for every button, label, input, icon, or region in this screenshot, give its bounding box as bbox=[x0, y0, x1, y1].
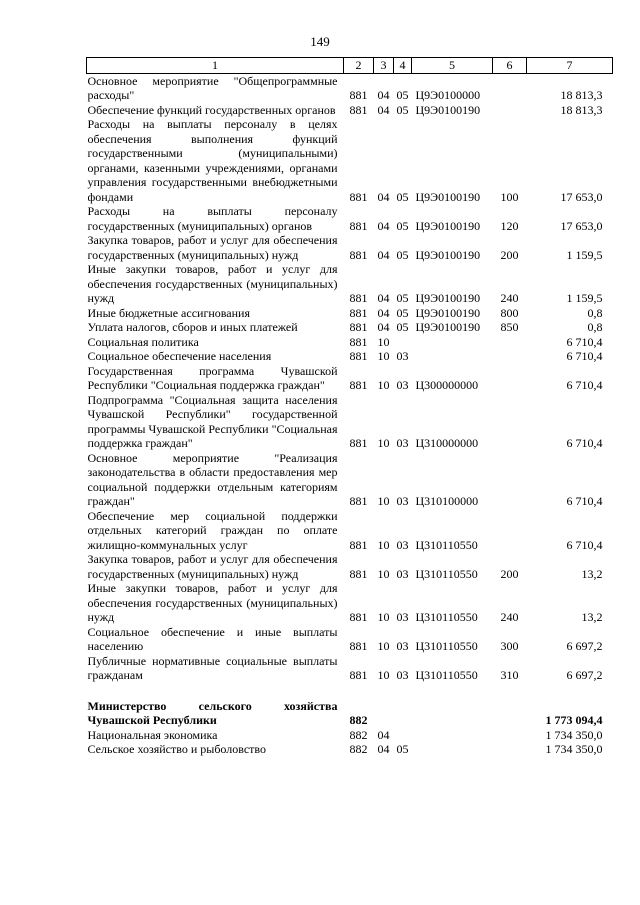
row-ministry-code: 881 bbox=[349, 436, 368, 450]
row-expense-type-code bbox=[493, 103, 527, 118]
row-name: Закупка товаров, работ и услуг для обеспечения государственных (муниципальных) нужд bbox=[87, 233, 338, 262]
row-name: Социальная политика bbox=[87, 334, 199, 349]
table-row bbox=[87, 742, 613, 757]
row-section-code: 04 bbox=[377, 102, 390, 117]
row-target-article-code bbox=[412, 335, 493, 350]
row-name: Основное мероприятие "Реализация законодательства в области предоставления мер социальной поддержки отдельным категориям граждан" bbox=[87, 450, 338, 508]
row-expense-type-code bbox=[493, 335, 527, 350]
table-row bbox=[87, 654, 613, 683]
table-header-row bbox=[87, 58, 613, 74]
row-section-code: 10 bbox=[377, 334, 390, 349]
table-row bbox=[87, 262, 613, 306]
row-expense-type-code bbox=[493, 742, 527, 757]
table-row bbox=[87, 320, 613, 335]
row-target-article-code: Ц9Э0100190 bbox=[415, 291, 481, 305]
row-target-article-code: Ц9Э0100190 bbox=[415, 102, 481, 117]
row-section-code: 04 bbox=[377, 218, 390, 233]
table-row bbox=[87, 509, 613, 553]
row-target-article-code: Ц310000000 bbox=[415, 436, 479, 450]
row-ministry-code: 882 bbox=[349, 742, 368, 756]
row-amount: 18 813,3 bbox=[560, 88, 603, 102]
row-amount: 1 773 094,4 bbox=[545, 713, 603, 727]
page-number: 149 bbox=[310, 34, 330, 49]
row-amount: 6 710,4 bbox=[566, 378, 603, 392]
row-expense-type-code bbox=[493, 364, 527, 393]
row-name: Закупка товаров, работ и услуг для обеспечения государственных (муниципальных) нужд bbox=[87, 552, 338, 581]
row-ministry-code: 881 bbox=[349, 494, 368, 508]
table-row bbox=[87, 306, 613, 321]
row-section-code: 10 bbox=[377, 378, 390, 392]
row-section-code: 04 bbox=[377, 88, 390, 102]
row-subsection-code: 05 bbox=[396, 189, 409, 204]
row-name: Иные закупки товаров, работ и услуг для обеспечения государственных (муниципальных) нужд bbox=[87, 262, 338, 305]
row-section-code: 04 bbox=[377, 305, 390, 320]
row-subsection-code: 03 bbox=[396, 566, 409, 581]
row-subsection-code: 05 bbox=[396, 291, 409, 305]
row-ministry-code: 881 bbox=[349, 610, 368, 624]
row-amount: 6 697,2 bbox=[566, 668, 603, 682]
row-section-code: 04 bbox=[377, 727, 390, 742]
row-name: Обеспечение мер социальной поддержки отдельных категорий граждан по оплате жилищно-коммунальных услуг bbox=[87, 508, 338, 552]
row-ministry-code: 881 bbox=[349, 537, 368, 552]
budget-table bbox=[86, 57, 613, 757]
row-target-article-code: Ц310110550 bbox=[415, 639, 478, 653]
row-expense-type-code: 240 bbox=[500, 610, 519, 624]
row-subsection-code bbox=[394, 335, 412, 350]
row-expense-type-code bbox=[493, 728, 527, 743]
row-section-code bbox=[374, 699, 394, 728]
table-row bbox=[87, 117, 613, 204]
row-amount: 13,2 bbox=[581, 566, 603, 581]
row-subsection-code: 05 bbox=[396, 742, 409, 756]
row-ministry-code: 881 bbox=[349, 247, 368, 262]
table-row bbox=[87, 233, 613, 262]
row-subsection-code: 03 bbox=[396, 537, 409, 552]
row-amount: 6 710,4 bbox=[566, 334, 603, 349]
table-row bbox=[87, 335, 613, 350]
table-row bbox=[87, 451, 613, 509]
row-ministry-code: 882 bbox=[349, 727, 368, 742]
row-section-code: 10 bbox=[377, 639, 390, 653]
table-row bbox=[87, 393, 613, 451]
row-target-article-code: Ц9Э0100190 bbox=[415, 218, 481, 233]
row-name: Основное мероприятие "Общепрограммные расходы" bbox=[87, 73, 338, 102]
row-amount: 18 813,3 bbox=[560, 102, 603, 117]
row-section-code: 04 bbox=[377, 189, 390, 204]
row-ministry-code: 881 bbox=[349, 102, 368, 117]
row-section-code: 10 bbox=[377, 494, 390, 508]
row-expense-type-code: 850 bbox=[500, 320, 519, 334]
row-amount: 6 710,4 bbox=[566, 537, 603, 552]
row-name: Социальное обеспечение населения bbox=[87, 349, 272, 363]
row-name: Социальное обеспечение и иные выплаты населению bbox=[87, 624, 338, 653]
row-name: Публичные нормативные социальные выплаты гражданам bbox=[87, 653, 338, 682]
row-subsection-code: 05 bbox=[396, 88, 409, 102]
table-row bbox=[87, 103, 613, 118]
row-expense-type-code: 200 bbox=[500, 247, 519, 262]
row-amount: 1 159,5 bbox=[566, 291, 603, 305]
row-amount: 0,8 bbox=[587, 320, 603, 334]
table-row bbox=[87, 204, 613, 233]
row-amount: 1 159,5 bbox=[566, 247, 603, 262]
row-section-code: 10 bbox=[377, 436, 390, 450]
row-section-code: 10 bbox=[377, 349, 390, 363]
row-section-code: 04 bbox=[377, 291, 390, 305]
row-amount: 6 710,4 bbox=[566, 436, 603, 450]
row-expense-type-code: 300 bbox=[500, 639, 519, 653]
row-ministry-code: 881 bbox=[349, 291, 368, 305]
row-ministry-code: 881 bbox=[349, 639, 368, 653]
row-target-article-code: Ц9Э0100190 bbox=[415, 320, 481, 334]
row-section-code: 10 bbox=[377, 566, 390, 581]
row-section-code: 10 bbox=[377, 610, 390, 624]
row-target-article-code: Ц310110550 bbox=[415, 610, 478, 624]
row-target-article-code bbox=[412, 742, 493, 757]
row-subsection-code: 03 bbox=[396, 378, 409, 392]
row-expense-type-code bbox=[493, 509, 527, 553]
table-row bbox=[87, 364, 613, 393]
row-subsection-code: 03 bbox=[396, 668, 409, 682]
spacer-cell bbox=[87, 683, 613, 699]
header-cell: 5 bbox=[412, 58, 493, 74]
row-target-article-code: Ц310110550 bbox=[415, 668, 478, 682]
row-ministry-code: 881 bbox=[349, 189, 368, 204]
table-row bbox=[87, 581, 613, 625]
row-section-code: 10 bbox=[377, 537, 390, 552]
row-subsection-code bbox=[394, 728, 412, 743]
row-target-article-code: Ц9Э0100190 bbox=[415, 305, 481, 320]
row-name: Уплата налогов, сборов и иных платежей bbox=[87, 320, 298, 334]
row-subsection-code bbox=[394, 699, 412, 728]
row-target-article-code: Ц310100000 bbox=[415, 494, 479, 508]
table-row bbox=[87, 349, 613, 364]
row-amount: 6 710,4 bbox=[566, 349, 603, 363]
row-ministry-code: 881 bbox=[349, 668, 368, 682]
row-ministry-code: 881 bbox=[349, 88, 368, 102]
row-section-code: 10 bbox=[377, 668, 390, 682]
row-amount: 17 653,0 bbox=[560, 189, 603, 204]
row-section-code: 04 bbox=[377, 320, 390, 334]
row-expense-type-code bbox=[493, 451, 527, 509]
header-cell: 4 bbox=[394, 58, 412, 74]
table-row bbox=[87, 73, 613, 103]
header-cell: 6 bbox=[493, 58, 527, 74]
row-name: Иные закупки товаров, работ и услуг для обеспечения государственных (муниципальных) нужд bbox=[87, 581, 338, 624]
row-amount: 1 734 350,0 bbox=[545, 742, 603, 756]
row-name: Расходы на выплаты персоналу в целях обеспечения выполнения функций государственными (муниципальными) органами, казенными учреждениями, органами управления государственными внебюджетными фондами bbox=[87, 117, 338, 204]
row-ministry-code: 881 bbox=[349, 305, 368, 320]
spacer-row bbox=[87, 683, 613, 699]
row-amount: 6 697,2 bbox=[566, 639, 603, 653]
row-target-article-code: Ц310110550 bbox=[415, 566, 478, 581]
row-expense-type-code: 800 bbox=[500, 305, 519, 320]
header-cell: 7 bbox=[527, 58, 613, 74]
row-ministry-code: 881 bbox=[349, 334, 368, 349]
row-amount: 17 653,0 bbox=[560, 218, 603, 233]
row-subsection-code: 05 bbox=[396, 305, 409, 320]
row-amount: 1 734 350,0 bbox=[545, 727, 603, 742]
row-expense-type-code bbox=[493, 73, 527, 103]
row-amount: 13,2 bbox=[581, 610, 603, 624]
row-name: Расходы на выплаты персоналу государственных (муниципальных) органов bbox=[87, 204, 338, 233]
row-expense-type-code: 120 bbox=[500, 218, 519, 233]
row-subsection-code: 05 bbox=[396, 247, 409, 262]
header-cell: 2 bbox=[344, 58, 374, 74]
row-subsection-code: 03 bbox=[396, 610, 409, 624]
row-section-code: 04 bbox=[377, 742, 390, 756]
row-target-article-code: Ц310110550 bbox=[415, 537, 478, 552]
row-section-code: 04 bbox=[377, 247, 390, 262]
table-row bbox=[87, 625, 613, 654]
row-ministry-code: 881 bbox=[349, 320, 368, 334]
table-row bbox=[87, 552, 613, 581]
row-subsection-code: 05 bbox=[396, 102, 409, 117]
row-expense-type-code: 200 bbox=[500, 566, 519, 581]
row-amount: 6 710,4 bbox=[566, 494, 603, 508]
row-name: Обеспечение функций государственных органов bbox=[87, 102, 336, 117]
row-name: Подпрограмма "Социальная защита населения Чувашской Республики" государственной программы Чувашской Республики "Социальная поддержка граждан" bbox=[87, 392, 338, 450]
header-cell: 1 bbox=[87, 58, 344, 74]
row-expense-type-code bbox=[493, 349, 527, 364]
row-subsection-code: 03 bbox=[396, 494, 409, 508]
row-subsection-code: 05 bbox=[396, 218, 409, 233]
row-expense-type-code: 240 bbox=[500, 291, 519, 305]
row-amount: 0,8 bbox=[587, 305, 603, 320]
row-subsection-code: 05 bbox=[396, 320, 409, 334]
row-target-article-code bbox=[412, 349, 493, 364]
row-target-article-code: Ц9Э0100190 bbox=[415, 247, 481, 262]
table-body bbox=[87, 73, 613, 757]
row-name: Иные бюджетные ассигнования bbox=[87, 305, 250, 320]
row-ministry-code: 882 bbox=[349, 713, 368, 727]
table-row bbox=[87, 728, 613, 743]
row-ministry-code: 881 bbox=[349, 378, 368, 392]
row-target-article-code bbox=[412, 728, 493, 743]
row-subsection-code: 03 bbox=[396, 436, 409, 450]
row-expense-type-code bbox=[493, 699, 527, 728]
row-target-article-code: Ц9Э0100190 bbox=[415, 189, 481, 204]
row-expense-type-code bbox=[493, 393, 527, 451]
row-name: Национальная экономика bbox=[87, 727, 218, 742]
row-subsection-code: 03 bbox=[396, 349, 409, 363]
row-subsection-code: 03 bbox=[396, 639, 409, 653]
table-row bbox=[87, 699, 613, 728]
row-expense-type-code: 310 bbox=[500, 668, 519, 682]
header-cell: 3 bbox=[374, 58, 394, 74]
row-name: Государственная программа Чувашской Республики "Социальная поддержка граждан" bbox=[87, 363, 338, 392]
row-target-article-code bbox=[412, 699, 493, 728]
row-expense-type-code: 100 bbox=[500, 189, 519, 204]
row-ministry-code: 881 bbox=[349, 218, 368, 233]
row-target-article-code: Ц300000000 bbox=[415, 378, 479, 392]
row-name: Министерство сельского хозяйства Чувашской Республики bbox=[87, 698, 338, 727]
row-target-article-code: Ц9Э0100000 bbox=[415, 88, 481, 102]
row-name: Сельское хозяйство и рыболовство bbox=[87, 742, 267, 756]
row-ministry-code: 881 bbox=[349, 566, 368, 581]
row-ministry-code: 881 bbox=[349, 349, 368, 363]
